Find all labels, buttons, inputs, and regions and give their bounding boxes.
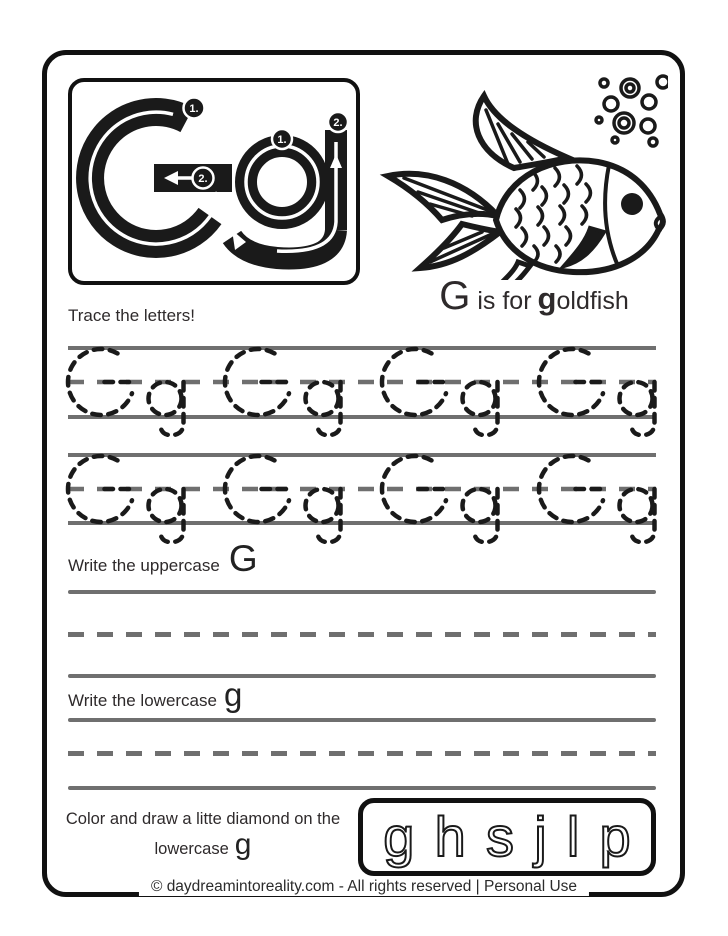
footer-copyright: © daydreamintoreality.com - All rights reserved | Personal Use [139, 878, 589, 896]
letter-option-g[interactable]: g [383, 805, 415, 868]
letter-option-p[interactable]: p [599, 805, 631, 868]
letter-option-j[interactable]: j [534, 805, 547, 868]
write-uppercase-letter: G [228, 538, 258, 579]
writing-line-middle [68, 632, 656, 637]
fish-eye [621, 193, 643, 215]
letter-option-h[interactable]: h [434, 805, 466, 868]
activity-target-letter: g [234, 828, 252, 861]
step-2-label-g: 2. [333, 117, 343, 129]
activity-line2-text: lowercase [154, 840, 229, 858]
stroke-order-graphic [72, 82, 356, 281]
write-uppercase-label: Write the uppercase [68, 556, 220, 575]
trace-section-label: Trace the letters! [68, 306, 195, 325]
step-2-label: 2. [198, 173, 208, 185]
caption [398, 274, 670, 319]
letter-options-box [358, 798, 656, 876]
write-uppercase-row [68, 538, 258, 580]
trace-rows [60, 336, 668, 548]
write-lowercase-label: Write the lowercase [68, 691, 217, 710]
caption-bold-initial: g [537, 281, 557, 316]
caption-middle-text: is for [477, 287, 532, 315]
write-lowercase-letter: g [223, 676, 243, 713]
write-lowercase-row [68, 676, 242, 714]
caption-capital-letter: G [439, 274, 471, 318]
writing-line-bottom-2 [68, 786, 656, 790]
activity-instruction-line1: Color and draw a litte diamond on the [65, 810, 341, 828]
activity-instruction [46, 806, 360, 862]
step-1-label: 1. [189, 103, 199, 115]
step-1-label-g: 1. [277, 134, 287, 146]
letter-stroke-order-card [68, 78, 360, 285]
letter-option-s[interactable]: s [485, 805, 514, 868]
goldfish-illustration [368, 68, 668, 280]
caption-word-rest: oldfish [556, 287, 629, 315]
writing-line-top-2 [68, 718, 656, 722]
letter-option-l[interactable]: l [566, 805, 580, 868]
activity-instruction-line2 [46, 828, 360, 862]
writing-line-middle-2 [68, 751, 656, 756]
writing-line-top [68, 590, 656, 594]
